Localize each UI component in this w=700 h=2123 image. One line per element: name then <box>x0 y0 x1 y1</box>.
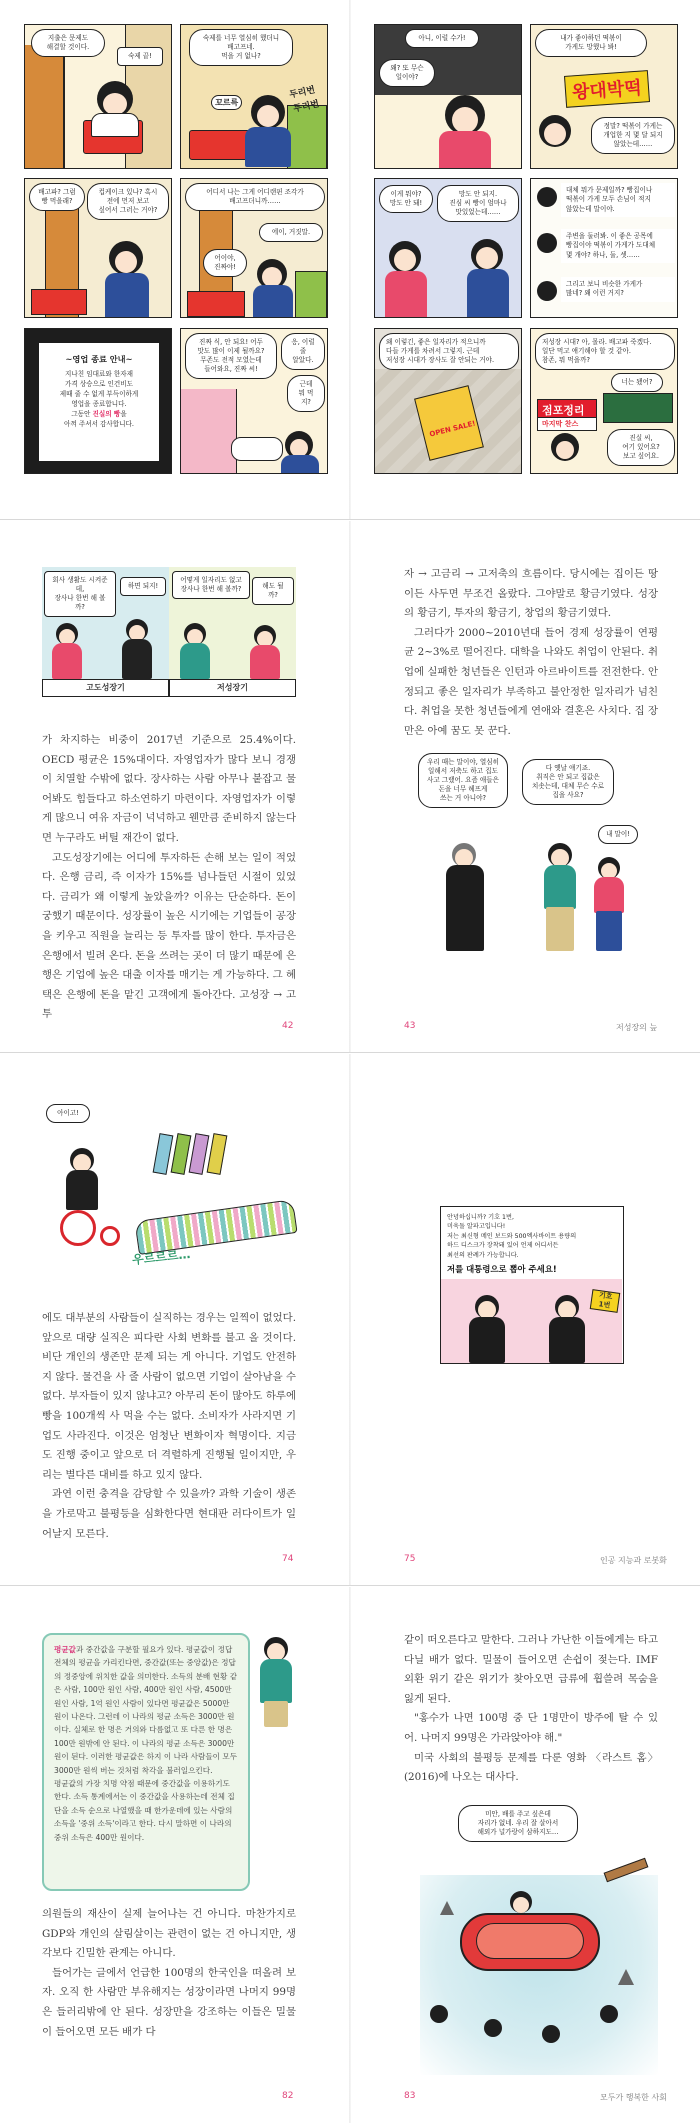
speech-bubble: 에이, 거짓말. <box>259 223 323 242</box>
notice-strong: 진실의 빵 <box>92 410 121 418</box>
paragraph: 자 → 고금리 → 고저축의 흐름이다. 당시에는 집이든 땅이든 사두면 무조건 올랐다. 그야말로 황금기였다. 성장의 황금기, 투자의 황금기, 창업의 황금기였다. <box>404 568 658 620</box>
character-head <box>537 187 557 207</box>
character-body <box>250 645 280 679</box>
character-body <box>469 1317 505 1363</box>
sfx-text: 우르르르… <box>131 1246 191 1268</box>
gutter <box>349 1054 351 1585</box>
paragraph: 같이 떠오른다고 말한다. 그러나 가난한 이들에게는 타고 다닐 배가 없다. 밀물이 들어오면 손쉽이 젖는다. IMF 외환 위기 같은 위기가 찾아오면 급류에 휩쓸려 목숨을 잃게 된다. <box>404 1634 658 1705</box>
paragraph: 들어가는 글에서 언급한 100명의 한국인을 떠올려 보자. 오직 한 사람만 부유해지는 성장이라면 나머지 99명은 들러리밖에 안 된다. 성장만을 강조하는 이들은 밀물이 들어오면 모든 배가 다 <box>42 1966 296 2038</box>
info-body: 과 중간값을 구분할 필요가 있다. 평균값이 정답 전체의 평균을 가리킨다면, 중간값(또는 중앙값)은 정답의 정중앙에 위치한 값을 의미한다. 소득의 분배 현황 같은 사람, 100만 원인 사람, 400만 원인 사람, 4500만 원인 사람, 1억 원인 사람이 있다면 평균값은 5000만 원이 나온다. 그런데 이 나라의 평균 소득은 3000만 원이다. 실체로 한 명은 거의와 다름없고 또 다른 한 명은 100만 원밖에 안 된다. 이 나라의 평균 소득은 3000만 원이 된다. 이러한 평균값은 하지 이 나라 사람들이 모두 3000만 원씩 버는 것처럼 착각을 불러일으킨다. 평균값의 가장 치명 약점 때문에 중간값을 이용하기도 한다. 소득 통계에서는 이 중간값을 사용하는데 전체 집단을 소득 순으로 나열했을 때 한가운데에 있는 사람의 소득을 '중위 소득'이라고 한다. 다시 말하면 이 나라의 중위 소득은 400만 원이다. <box>54 1645 238 1842</box>
character-face <box>257 105 279 127</box>
speech-bubble: 해도 될까? <box>252 577 294 605</box>
speech-bubble: 하면 되지! <box>120 577 166 596</box>
paragraph: 그러다가 2000~2010년대 들어 경제 성장률이 연평균 2~3%로 떨어진다. 대학을 나와도 취업이 안된다. 취업에 실패한 청년들은 인턴과 아르바이트를 전전한다. 안정되고 좋은 일자리가 부족하고 불안정한 일자리가 넘친다. 취업을 못한 청년들에게 연애와 결혼은 사치다. 집 장만은 아예 꿈도 못 꾼다. <box>404 626 658 737</box>
comic-panel-5 <box>24 328 172 474</box>
character-body <box>467 269 509 318</box>
shop-wall <box>181 389 237 474</box>
spread-inequality <box>0 1587 700 2123</box>
laptop <box>189 130 251 160</box>
laptop <box>187 291 245 317</box>
page-number: 83 <box>404 2091 416 2101</box>
info-box-average-median <box>42 1633 250 1891</box>
dialogue-line: 대체 뭐가 문제일까? 빵집이나 떡볶이 가게 모두 손님이 적지 않았는데 말이야. <box>561 183 675 217</box>
character-body <box>385 271 427 318</box>
candidate-badge: 기호 1번 <box>590 1289 621 1313</box>
poster-body: 안녕하십니까? 기호 1번, 미욱돌 알파고입니다! 저는 최신형 메인 보드와 500엑사바이트 용량의 하드 디스크가 장착돼 있어 언제 어디서든 최선의 판례가 가능합니다. <box>447 1214 577 1259</box>
character-body <box>446 865 484 951</box>
door <box>25 45 65 169</box>
character-body <box>122 639 152 679</box>
page-number: 43 <box>404 1021 416 1031</box>
speech-bubble: 진짜 식, 안 되요! 어두 맛도 많이 이제 될까요? 무존도 전적 모였는데 들어와요, 진짜 씨! <box>185 333 277 379</box>
speech-bubble: 다 옛날 얘기죠. 취직은 안 되고 집값은 치솟는데, 대체 무슨 수로 집을 사요? <box>522 759 614 805</box>
character-body <box>52 643 82 679</box>
speech-bubble: 어이야, 진짜야! <box>203 249 247 277</box>
character-face <box>262 267 282 287</box>
page-number: 74 <box>282 1554 294 1564</box>
comic-panel-3 <box>24 178 172 318</box>
spread-robots <box>0 1054 700 1586</box>
shark-fin-icon <box>440 1901 454 1915</box>
laptop <box>31 289 87 315</box>
swimmer-head <box>600 2005 618 2023</box>
raft-inner <box>476 1923 584 1959</box>
character-body <box>66 1170 98 1210</box>
speech-bubble: 응, 이럴 줄 알았다. <box>281 333 325 370</box>
swimmer-head <box>484 2019 502 2037</box>
tricycle-front-wheel <box>60 1210 96 1246</box>
comic-panel-12 <box>530 328 678 474</box>
speech-bubble: 왜 이렇긴, 좋은 일자리가 적으니까 다들 가게를 차려서 그렇지. 근데 저성장 시대가 장사도 잘 안되는 거야. <box>379 333 519 370</box>
notice-body <box>51 369 147 429</box>
character-body <box>253 285 293 318</box>
poster-slogan: 저를 대통령으로 뽑아 주세요! <box>447 1264 557 1274</box>
notice-body-text: 지나친 임대료와 한자재 가격 상승으로 인건비도 제때 줄 수 없게 부득이하게 영업을 종료합니다. 그동안 <box>59 370 139 418</box>
character-face <box>513 1897 529 1913</box>
character-face <box>452 107 478 133</box>
character-face <box>115 251 137 273</box>
paragraph: 과연 이런 충격을 감당할 수 있을까? 과학 기술이 생존을 가로막고 불평등을 심화한다면 현대판 러다이트가 일어날지 모른다. <box>42 1488 296 1540</box>
election-poster <box>440 1206 624 1364</box>
character-body <box>594 877 624 913</box>
character-body <box>439 131 491 169</box>
speech-bubble: 미안, 배를 주고 싶은데 자리가 없네. 우리 잘 살아서 해외가 널가랑이 삼하지도… <box>458 1805 578 1842</box>
gutter <box>349 521 351 1052</box>
speech-bubble: 내가 좋아하던 떡볶이 가게도 망했나 봐! <box>535 29 647 57</box>
speech-bubble: 정말? 떡볶이 가게는 개업한 지 몇 달 되지 않았는데…… <box>591 117 675 154</box>
speech-bubble: 회사 생활도 시켜준데, 장사나 한번 해 볼까? <box>44 571 116 617</box>
info-highlight: 평균값 <box>54 1645 77 1654</box>
speech-bubble: 망도 안 되지. 진심 씨 빵이 엄마나 맛있었는데…… <box>437 185 519 222</box>
dialogue-line: 주변을 둘러봐. 이 좋은 공목에 빵집이야 떡볶이 가게가 도대체 몇 개야? 하나, 둘, 셋…… <box>561 229 675 263</box>
speech-bubble: 숙제 끝! <box>117 47 163 66</box>
character-legs <box>596 911 622 951</box>
paragraph: 의원들의 재산이 실제 늘어나는 건 아니다. 마찬가지로 GDP와 개인의 살림살이는 관련이 없는 건 아니지만, 생각보다 긴밀한 관계는 아니다. <box>42 1908 296 1960</box>
domino-cartoon <box>40 1098 310 1298</box>
speech-bubble: 아니, 이럴 수가! <box>405 29 479 48</box>
character-body <box>260 1659 292 1703</box>
flood-cartoon <box>420 1805 658 2075</box>
fallen-character <box>231 437 283 461</box>
books <box>295 271 327 318</box>
gutter <box>349 1587 351 2123</box>
body-text-83 <box>404 1631 658 1788</box>
label-low-growth: 저성장기 <box>169 679 296 697</box>
comic-panel-7 <box>374 24 522 169</box>
speech-bubble: 아이고! <box>46 1104 90 1123</box>
speech-bubble: 지출은 문제도 해결할 것이다. <box>31 29 105 57</box>
speech-bubble: 내 말이! <box>598 825 638 844</box>
paragraph: 가 차지하는 비중이 2017년 기준으로 25.4%이다. OECD 평균은 15%대이다. 자영업자가 많다 보니 경쟁이 치열할 수밖에 없다. 장사하는 사람 아무나 붙잡고 물어봐도 힘들다고 하소연하기 마련이다. 자영업자가 이렇게 많으니 여유 자금이 넉넉하고 웬만큼 준비하지 않는다면 누구라도 버틸 재간이 없다. <box>42 734 296 844</box>
shop-sign <box>603 393 673 423</box>
side-character <box>254 1637 298 1727</box>
body-text-42 <box>42 731 296 1025</box>
speech-bubble: 어디서 나는 그게 어디랜핀 조각가 배고프더니까…… <box>185 183 325 211</box>
running-header: 인공 지능과 로봇화 <box>600 1556 667 1565</box>
comic-panel-9 <box>374 178 522 318</box>
paragraph: "홍수가 나면 100명 중 단 1명만이 방주에 탈 수 있어. 나머지 99명은 가라앉아야 해." <box>404 1712 658 1744</box>
speech-bubble: 진실 씨, 여기 있어요? 보고 싶어요. <box>607 429 675 466</box>
speech-bubble: 컵케이크 있나? 혹시 전에 먼저 보고 싶어서 그러는 거야? <box>87 183 169 220</box>
speech-bubble: 우리 때는 말이야, 열심히 일해서 저축도 하고 집도 사고 그랬어. 요즘 애들은 돈을 너무 헤프게 쓰는 거 아니야? <box>418 753 508 808</box>
growth-cartoon <box>42 567 296 697</box>
page-number: 82 <box>282 2091 294 2101</box>
speech-bubble: 이게 뭐야? 망도 안 돼! <box>379 185 433 213</box>
character-body <box>91 113 139 137</box>
character-face <box>544 123 566 145</box>
character-face <box>556 441 574 459</box>
sfx-text: 꼬르륵 <box>211 95 242 110</box>
character-face <box>476 247 498 269</box>
speech-bubble: 근데 뭐 먹지? <box>287 375 325 412</box>
body-text-74 <box>42 1309 296 1544</box>
running-header: 모두가 행복한 사회 <box>600 2093 667 2102</box>
comic-panel-8 <box>530 24 678 169</box>
character-head <box>537 281 557 301</box>
character-body <box>544 865 576 909</box>
notice-title: ~영업 종료 안내~ <box>65 354 133 364</box>
dialogue-line: 그리고 보니 비슷한 가게가 많네? 왜 이런 거지? <box>561 277 675 302</box>
spread-comic <box>0 0 700 520</box>
sale-sign: 점포정리 <box>537 399 597 421</box>
character-legs <box>264 1701 288 1727</box>
running-header: 저성장의 늪 <box>616 1023 658 1032</box>
generation-cartoon <box>418 753 642 953</box>
comic-panel-2 <box>180 24 328 169</box>
spread-growth <box>0 521 700 1053</box>
page-number: 42 <box>282 1021 294 1031</box>
character-head <box>537 233 557 253</box>
character-body <box>180 643 210 679</box>
shark-fin-icon <box>618 1969 634 1985</box>
body-text-82 <box>42 1905 296 2042</box>
paragraph: 고도성장기에는 어디에 투자하든 손해 보는 일이 적었다. 은행 금리, 즉 이자가 15%를 넘나들던 시절이 있었다. 금리가 왜 이렇게 높았을까? 이유는 단순하다. 돈이 궁했기 때문이다. 성장률이 높은 시기에는 기업들이 공장을 키우고 직원을 늘리는 등 투자를 많이 한다. 투자금은 은행에서 빌려 온다. 돈을 쓰려는 곳이 더 많기 때문에 은행은 기업에 높은 대출 이자를 매기는 게 가능하다. 그 혜택은 은행에 돈을 맡긴 고객에게 돌아간다. 고성장 → 고투 <box>42 851 296 1021</box>
comic-panel-1 <box>24 24 172 169</box>
sale-sign-sub: 마지막 찬스 <box>537 417 597 431</box>
sfx-text: 두리번 <box>288 85 317 101</box>
character-face <box>394 249 416 271</box>
flyer-text: OPEN SALE! <box>428 419 477 439</box>
speech-bubble: 저성장 시대? 아, 몰라. 배고파 죽겠다. 일단 먹고 얘기해야 할 것 같아. 참존, 뭐 먹을까? <box>535 333 675 370</box>
comic-panel-6 <box>180 328 328 474</box>
speech-bubble: 너는 됐어? <box>611 373 663 392</box>
character-legs <box>546 907 574 951</box>
label-high-growth: 고도성장기 <box>42 679 169 697</box>
speech-bubble: 숙제를 너무 열심히 했더니 배고프네. 먹을 거 없나? <box>189 29 293 66</box>
swimmer-head <box>542 2025 560 2043</box>
books <box>287 105 327 169</box>
swimmer-head <box>430 2005 448 2023</box>
character-body <box>549 1317 585 1363</box>
store-sign: 왕대박떡 <box>564 70 650 108</box>
character-body <box>281 455 319 474</box>
body-text-43 <box>404 565 658 741</box>
character-body <box>245 127 291 167</box>
gutter <box>349 0 351 519</box>
domino-tall-4 <box>207 1133 228 1175</box>
notice-tail: 을 아껴 주셔서 감사합니다. <box>64 410 134 428</box>
tricycle-rear-wheel <box>100 1226 120 1246</box>
paragraph: 에도 대부분의 사람들이 실직하는 경우는 일찍이 없었다. 앞으로 대량 실직은 피다란 사회 변화를 불고 올 것이다. 비단 개인의 생존만 문제 되는 게 아니다. 기업도 안전하지 않다. 물건을 사 줄 사람이 없으면 기업이 살아남을 수 없다. 부자들이 있지 않냐고? 아무리 돈이 많아도 하루에 빵을 100개씩 사 먹을 수는 없다. 소비자가 사라지면 기업도 사라진다. 이것은 엄청난 변화이자 혁명이다. 지금도 진행 중이고 앞으로 더 격렬하게 진행될 일이지만, 우리는 별다른 대비를 하고 있지 않다. <box>42 1312 296 1481</box>
domino-chain <box>134 1199 297 1255</box>
sfx-text: 두리번 <box>292 99 321 115</box>
speech-bubble: 배고파? 그럼 빵 먹을래? <box>29 183 85 211</box>
speech-bubble: 어떻게 일자리도 없고 장사나 한번 해 볼까? <box>172 571 250 599</box>
closing-notice <box>39 343 159 461</box>
character-face <box>103 93 127 115</box>
info-text <box>54 1643 238 1844</box>
comic-panel-10 <box>530 178 678 318</box>
comic-panel-11 <box>374 328 522 474</box>
comic-panel-4 <box>180 178 328 318</box>
speech-bubble: 왜? 또 무슨 일이야? <box>379 59 435 87</box>
page-number: 75 <box>404 1554 416 1564</box>
character-body <box>105 273 149 318</box>
paragraph: 미국 사회의 불평등 문제를 다룬 영화 〈라스트 홈〉(2016)에 나오는 대사다. <box>404 1751 658 1784</box>
